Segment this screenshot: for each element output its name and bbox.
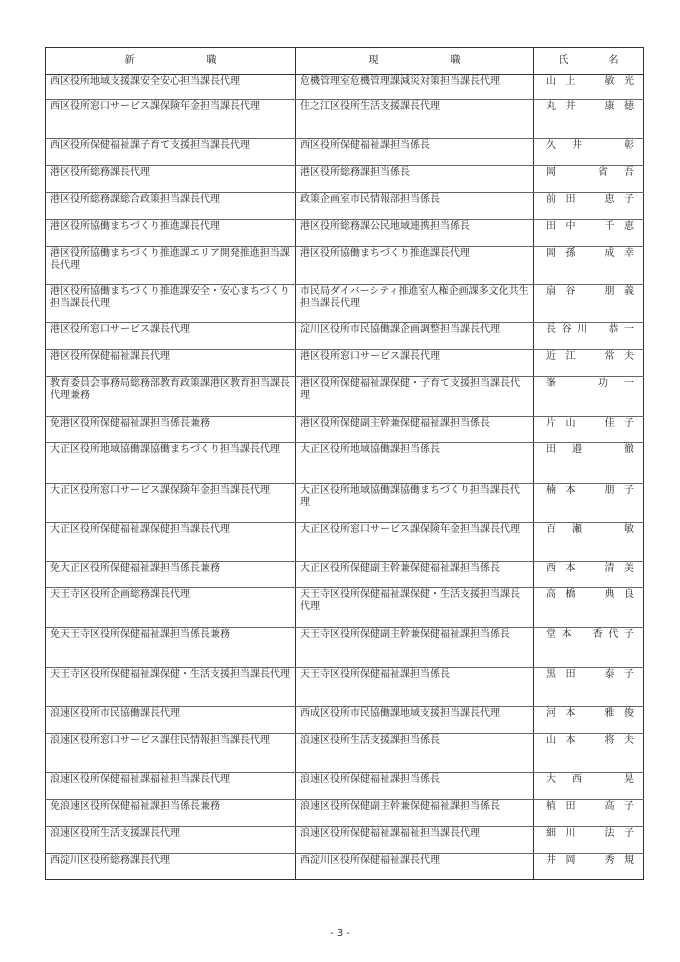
current-post-cell: 危機管理室危機管理課減災対策担当課長代理 bbox=[296, 75, 534, 100]
current-post-cell: 淀川区役所市民協働課企画調整担当課長代理 bbox=[296, 323, 534, 350]
table-body bbox=[46, 75, 644, 880]
new-post-cell: 西淀川区役所総務課長代理 bbox=[46, 854, 296, 880]
current-post-cell: 港区役所総務課担当係長 bbox=[296, 166, 534, 193]
current-post-cell: 天王寺区役所保健福祉課保健・生活支援担当課長代理 bbox=[296, 588, 534, 628]
new-post-cell: 港区役所総務課総合政策担当課長代理 bbox=[46, 193, 296, 220]
new-post-cell: 港区役所協働まちづくり推進課エリア開発推進担当課長代理 bbox=[46, 247, 296, 285]
name-cell: 西本 清美 bbox=[534, 562, 644, 588]
name-cell: 高橋 典良 bbox=[534, 588, 644, 628]
name-cell: 山本 将夫 bbox=[534, 734, 644, 773]
new-post-cell: 西区役所窓口サービス課保険年金担当課長代理 bbox=[46, 100, 296, 139]
name-cell: 黒田 泰子 bbox=[534, 668, 644, 707]
current-post-cell: 大正区役所窓口サービス課保険年金担当課長代理 bbox=[296, 523, 534, 562]
new-post-cell: 大正区役所地域協働課協働まちづくり担当課長代理 bbox=[46, 443, 296, 484]
table-row bbox=[46, 193, 644, 220]
current-post-cell: 西淀川区役所保健福祉課長代理 bbox=[296, 854, 534, 880]
current-post-cell: 浪速区役所保健副主幹兼保健福祉課担当係長 bbox=[296, 800, 534, 827]
table-row bbox=[46, 166, 644, 193]
table-row bbox=[46, 827, 644, 854]
name-cell: 植田 高子 bbox=[534, 800, 644, 827]
new-post-cell: 免天王寺区役所保健福祉課担当係長兼務 bbox=[46, 628, 296, 668]
current-post-cell: 大正区役所保健副主幹兼保健福祉課担当係長 bbox=[296, 562, 534, 588]
new-post-cell: 教育委員会事務局総務部教育政策課港区教育担当課長代理兼務 bbox=[46, 377, 296, 417]
table-row bbox=[46, 443, 644, 484]
table-row bbox=[46, 323, 644, 350]
new-post-cell: 免港区役所保健福祉課担当係長兼務 bbox=[46, 417, 296, 443]
table-row bbox=[46, 247, 644, 285]
table-row bbox=[46, 285, 644, 323]
header-current-post-label: 現 職 bbox=[368, 55, 461, 66]
table-row bbox=[46, 139, 644, 166]
name-cell: 岡 省吾 bbox=[534, 166, 644, 193]
personnel-table bbox=[45, 47, 644, 880]
current-post-cell: 大正区役所地域協働課担当係長 bbox=[296, 443, 534, 484]
current-post-cell: 天王寺区役所保健福祉課担当係長 bbox=[296, 668, 534, 707]
current-post-cell: 政策企画室市民情報部担当係長 bbox=[296, 193, 534, 220]
name-cell: 井岡 秀規 bbox=[534, 854, 644, 880]
new-post-cell: 港区役所窓口サービス課長代理 bbox=[46, 323, 296, 350]
new-post-cell: 大正区役所窓口サービス課保険年金担当課長代理 bbox=[46, 484, 296, 523]
name-cell: 峯 功一 bbox=[534, 377, 644, 417]
new-post-cell: 浪速区役所窓口サービス課住民情報担当課長代理 bbox=[46, 734, 296, 773]
table-row bbox=[46, 668, 644, 707]
table-row bbox=[46, 588, 644, 628]
new-post-cell: 大正区役所保健福祉課保健担当課長代理 bbox=[46, 523, 296, 562]
current-post-cell: 西区役所保健福祉課担当係長 bbox=[296, 139, 534, 166]
name-cell: 丸井 康徳 bbox=[534, 100, 644, 139]
table-row bbox=[46, 562, 644, 588]
current-post-cell: 港区役所窓口サービス課長代理 bbox=[296, 350, 534, 377]
name-cell: 長谷川 恭一 bbox=[534, 323, 644, 350]
current-post-cell: 浪速区役所生活支援課担当係長 bbox=[296, 734, 534, 773]
header-name bbox=[534, 48, 644, 75]
current-post-cell: 港区役所保健副主幹兼保健福祉課担当係長 bbox=[296, 417, 534, 443]
table-row bbox=[46, 707, 644, 734]
current-post-cell: 港区役所協働まちづくり推進課長代理 bbox=[296, 247, 534, 285]
name-cell: 細川 法子 bbox=[534, 827, 644, 854]
new-post-cell: 浪速区役所生活支援課長代理 bbox=[46, 827, 296, 854]
name-cell: 岡孫 成幸 bbox=[534, 247, 644, 285]
new-post-cell: 免大正区役所保健福祉課担当係長兼務 bbox=[46, 562, 296, 588]
name-cell: 大西 晃 bbox=[534, 773, 644, 800]
name-cell: 田邉 徹 bbox=[534, 443, 644, 484]
table-header bbox=[46, 48, 644, 75]
new-post-cell: 免浪速区役所保健福祉課担当係長兼務 bbox=[46, 800, 296, 827]
new-post-cell: 港区役所協働まちづくり推進課長代理 bbox=[46, 220, 296, 247]
table-row bbox=[46, 350, 644, 377]
page-number: - 3 - bbox=[330, 928, 350, 939]
new-post-cell: 浪速区役所市民協働課長代理 bbox=[46, 707, 296, 734]
table-row bbox=[46, 773, 644, 800]
new-post-cell: 西区役所保健福祉課子育て支援担当課長代理 bbox=[46, 139, 296, 166]
current-post-cell: 住之江区役所生活支援課長代理 bbox=[296, 100, 534, 139]
name-cell: 前田 恵子 bbox=[534, 193, 644, 220]
new-post-cell: 天王寺区役所保健福祉課保健・生活支援担当課長代理 bbox=[46, 668, 296, 707]
name-cell: 山上 敏光 bbox=[534, 75, 644, 100]
current-post-cell: 港区役所保健福祉課保健・子育て支援担当課長代理 bbox=[296, 377, 534, 417]
table-row bbox=[46, 484, 644, 523]
name-cell: 久井 彰 bbox=[534, 139, 644, 166]
header-new-post bbox=[46, 48, 296, 75]
table-row bbox=[46, 854, 644, 880]
name-cell: 片山 佳子 bbox=[534, 417, 644, 443]
new-post-cell: 西区役所地域支援課安全安心担当課長代理 bbox=[46, 75, 296, 100]
current-post-cell: 西成区役所市民協働課地域支援担当課長代理 bbox=[296, 707, 534, 734]
table-row bbox=[46, 734, 644, 773]
table-row bbox=[46, 523, 644, 562]
name-cell: 堂本 香代子 bbox=[534, 628, 644, 668]
table-row bbox=[46, 75, 644, 100]
current-post-cell: 港区役所総務課公民地域連携担当係長 bbox=[296, 220, 534, 247]
table-row bbox=[46, 377, 644, 417]
current-post-cell: 浪速区役所保健福祉課担当係長 bbox=[296, 773, 534, 800]
header-new-post-label: 新 職 bbox=[124, 55, 217, 66]
table-row bbox=[46, 800, 644, 827]
name-cell: 百瀬 敏 bbox=[534, 523, 644, 562]
header-row bbox=[46, 48, 644, 75]
table-row bbox=[46, 220, 644, 247]
name-cell: 近江 常夫 bbox=[534, 350, 644, 377]
table-row bbox=[46, 628, 644, 668]
header-name-label: 氏 名 bbox=[558, 55, 619, 66]
header-current-post bbox=[296, 48, 534, 75]
name-cell: 扇谷 朋義 bbox=[534, 285, 644, 323]
current-post-cell: 浪速区役所保健福祉課福祉担当課長代理 bbox=[296, 827, 534, 854]
table-row bbox=[46, 417, 644, 443]
new-post-cell: 天王寺区役所企画総務課長代理 bbox=[46, 588, 296, 628]
name-cell: 河本 雅俊 bbox=[534, 707, 644, 734]
new-post-cell: 港区役所協働まちづくり推進課安全・安心まちづくり担当課長代理 bbox=[46, 285, 296, 323]
name-cell: 楠本 朋子 bbox=[534, 484, 644, 523]
current-post-cell: 大正区役所地域協働課協働まちづくり担当課長代理 bbox=[296, 484, 534, 523]
current-post-cell: 天王寺区役所保健副主幹兼保健福祉課担当係長 bbox=[296, 628, 534, 668]
new-post-cell: 浪速区役所保健福祉課福祉担当課長代理 bbox=[46, 773, 296, 800]
name-cell: 田中 千恵 bbox=[534, 220, 644, 247]
new-post-cell: 港区役所総務課長代理 bbox=[46, 166, 296, 193]
table-row bbox=[46, 100, 644, 139]
current-post-cell: 市民局ダイバーシティ推進室人権企画課多文化共生担当課長代理 bbox=[296, 285, 534, 323]
new-post-cell: 港区役所保健福祉課長代理 bbox=[46, 350, 296, 377]
